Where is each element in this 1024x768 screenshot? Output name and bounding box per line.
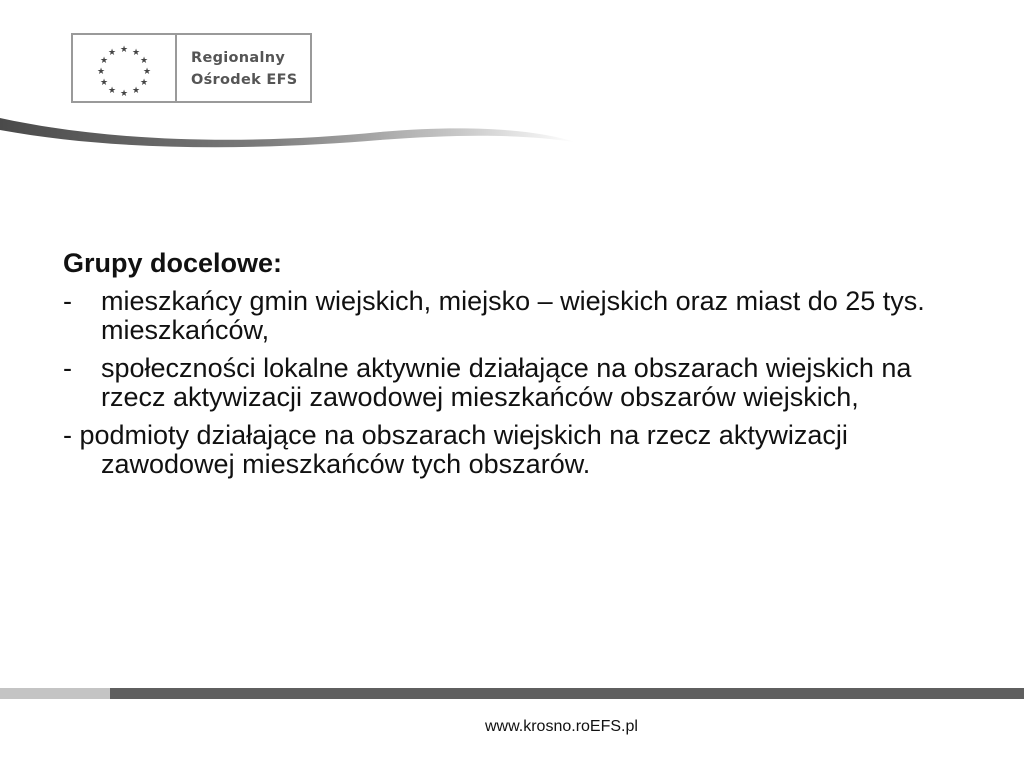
footer-url: www.krosno.roEFS.pl: [485, 718, 638, 735]
logo-divider: [175, 33, 177, 103]
list-item-text: - podmioty działające na obszarach wiejskich na rzecz aktywizacji zawodowej mieszkańców tych obszarów.: [63, 420, 848, 479]
svg-text:★: ★: [99, 77, 109, 87]
svg-text:★: ★: [119, 44, 129, 54]
svg-text:★: ★: [119, 88, 129, 98]
list-item: [63, 287, 963, 345]
decorative-swoosh: [0, 112, 580, 157]
list-item-text: mieszkańcy gmin wiejskich, miejsko – wiejskich oraz miast do 25 tys. mieszkańców,: [101, 286, 925, 345]
svg-text:★: ★: [131, 47, 141, 57]
logo-line-2: Ośrodek EFS: [191, 72, 298, 88]
list-dash: -: [63, 286, 72, 316]
footer-bar-dark: [110, 688, 1024, 699]
list-item-text: społeczności lokalne aktywnie działające na obszarach wiejskich na rzecz aktywizacji zawodowej mieszkańców obszarów wiejskich,: [101, 353, 912, 412]
slide-heading: Grupy docelowe:: [63, 248, 283, 278]
eu-stars-icon: [75, 37, 173, 99]
logo: [71, 33, 312, 103]
footer-bar-light: [0, 688, 110, 699]
svg-text:★: ★: [96, 66, 106, 76]
svg-text:★: ★: [107, 85, 117, 95]
list-item: [63, 354, 963, 412]
svg-text:★: ★: [139, 55, 149, 65]
logo-line-1: Regionalny: [191, 50, 286, 66]
svg-text:★: ★: [131, 85, 141, 95]
list-item: [63, 421, 963, 479]
list-dash: -: [63, 353, 72, 383]
svg-text:★: ★: [107, 47, 117, 57]
svg-text:★: ★: [139, 77, 149, 87]
slide-content: [63, 249, 963, 488]
svg-text:★: ★: [99, 55, 109, 65]
logo-text: [191, 47, 298, 91]
svg-text:★: ★: [142, 66, 152, 76]
